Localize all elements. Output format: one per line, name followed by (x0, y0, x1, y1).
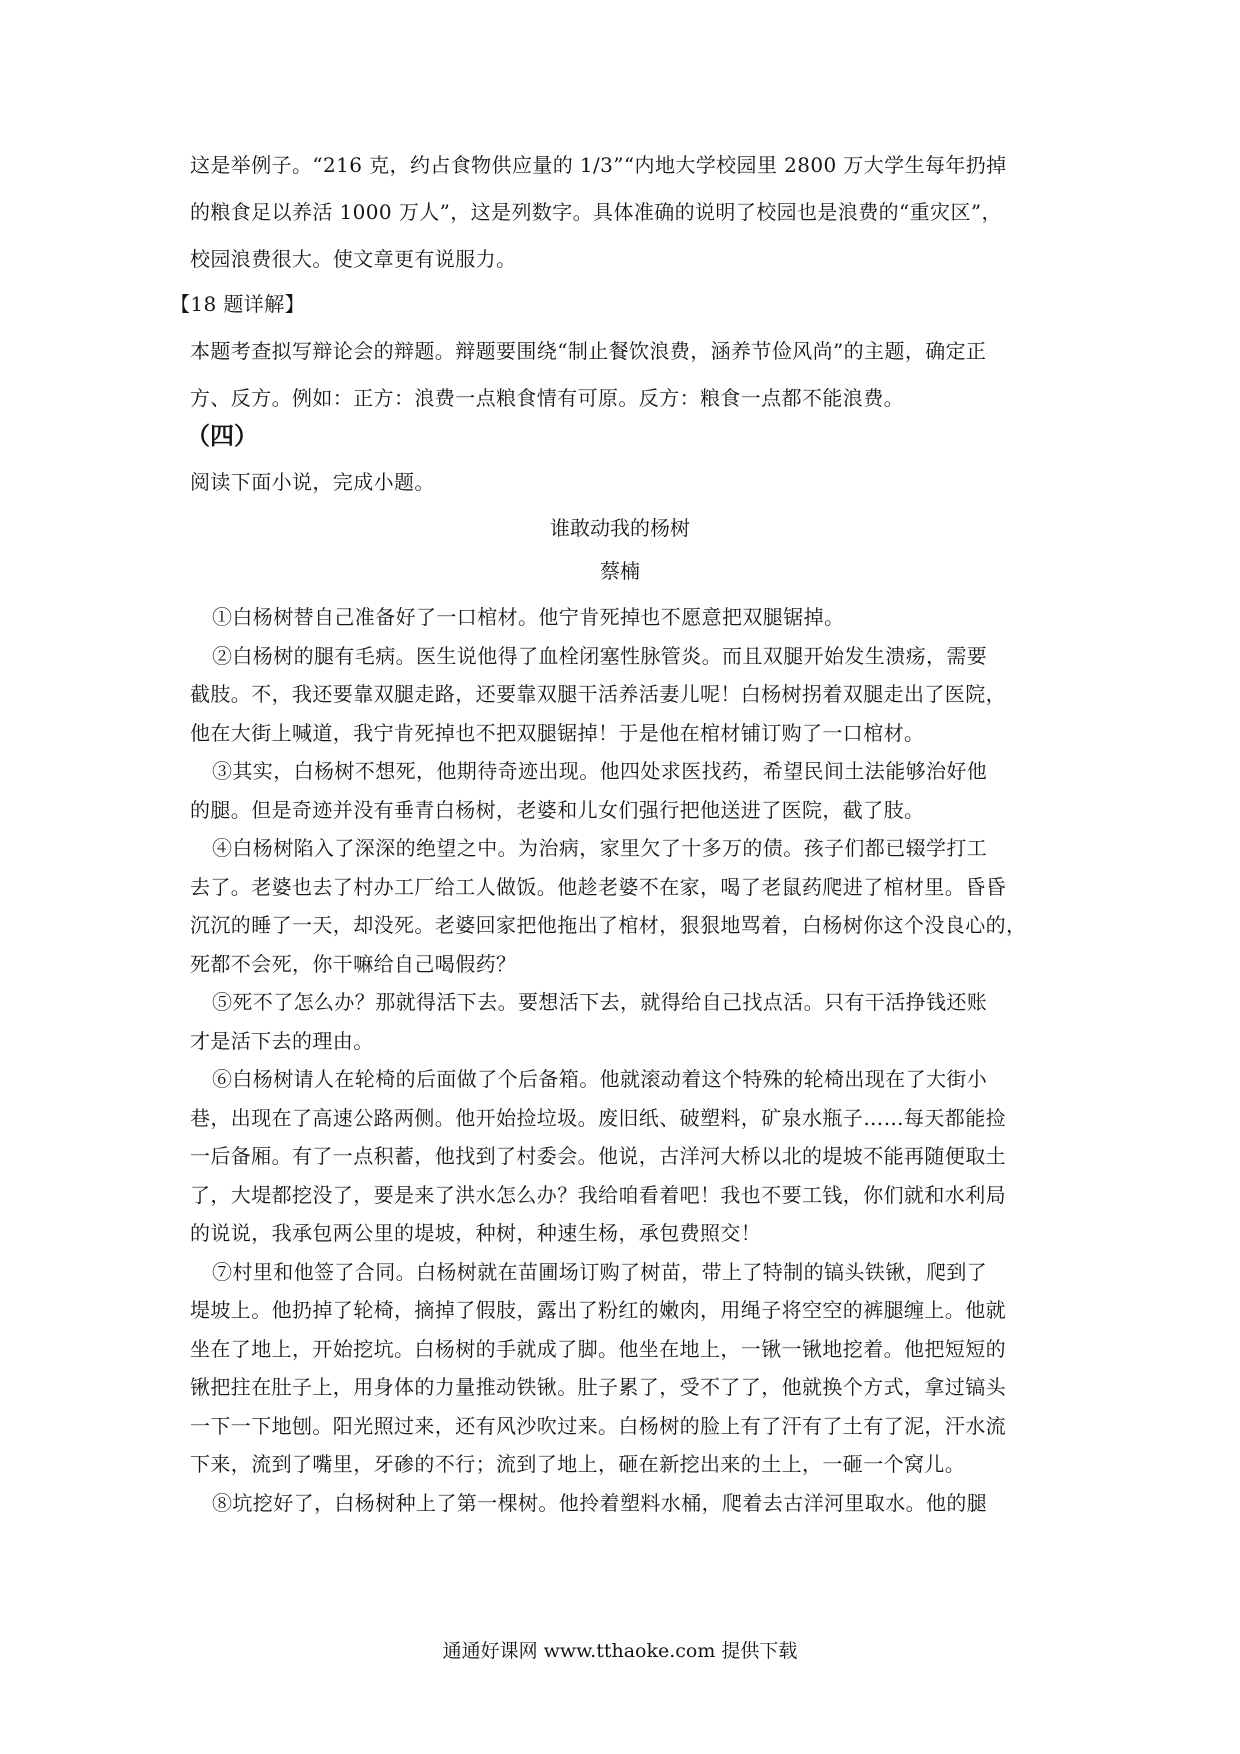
story-line: 去了。老婆也去了村办工厂给工人做饭。他趁老婆不在家，喝了老鼠药爬进了棺材里。昏昏 (190, 874, 1006, 899)
story-line: ③其实，白杨树不想死，他期待奇迹出现。他四处求医找药，希望民间土法能够治好他 (212, 759, 988, 783)
story-line: ②白杨树的腿有毛病。医生说他得了血栓闭塞性脉管炎。而且双腿开始发生溃疡，需要 (212, 643, 988, 668)
answer18-title: 【18 题详解】 (170, 292, 306, 316)
footer-source: 通通好课网 www.tthaoke.com 提供下载 (442, 1640, 798, 1662)
story-line: 他在大街上喊道，我宁肯死掉也不把双腿锯掉！于是他在棺材铺订购了一口棺材。 (190, 720, 925, 745)
answer18-line-1: 本题考查拟写辩论会的辩题。辩题要围绕“制止餐饮浪费，涵养节俭风尚”的主题，确定正 (190, 339, 987, 363)
story-line: 沉沉的睡了一天，却没死。老婆回家把他拖出了棺材，狠狠地骂着，白杨树你这个没良心的， (190, 913, 1027, 937)
story-line: 截肢。不，我还要靠双腿走路，还要靠双腿干活养活妻儿呢！白杨树拐着双腿走出了医院， (190, 682, 1006, 706)
intro-line-3: 校园浪费很大。使文章更有说服力。 (190, 247, 517, 271)
story-line: 的说说，我承包两公里的堤坡，种树，种速生杨，承包费照交！ (190, 1221, 762, 1245)
story-line: 了，大堤都挖没了，要是来了洪水怎么办？我给咱看着吧！我也不要工钱，你们就和水利局 (190, 1182, 1006, 1207)
intro-line-2: 的粮食足以养活 1000 万人”，这是列数字。具体准确的说明了校园也是浪费的“重灾区”， (190, 200, 1002, 224)
story-line: ④白杨树陷入了深深的绝望之中。为治病，家里欠了十多万的债。孩子们都已辍学打工 (212, 836, 988, 860)
story-author: 蔡楠 (600, 559, 640, 583)
story-line: 堤坡上。他扔掉了轮椅，摘掉了假肢，露出了粉红的嫩肉，用绳子将空空的裤腿缠上。他就 (190, 1298, 1006, 1322)
story-line: ⑧坑挖好了，白杨树种上了第一棵树。他拎着塑料水桶，爬着去古洋河里取水。他的腿 (212, 1490, 988, 1515)
instruction: 阅读下面小说，完成小题。 (190, 470, 435, 494)
story-line: 坐在了地上，开始挖坑。白杨树的手就成了脚。他坐在地上，一锹一锹地挖着。他把短短的 (190, 1336, 1006, 1361)
story-line: ⑤死不了怎么办？那就得活下去。要想活下去，就得给自己找点活。只有干活挣钱还账 (212, 990, 988, 1014)
story-title: 谁敢动我的杨树 (550, 516, 690, 540)
section-heading: （四） (186, 421, 258, 450)
story-line: ⑥白杨树请人在轮椅的后面做了个后备箱。他就滚动着这个特殊的轮椅出现在了大街小 (212, 1067, 988, 1091)
story-line: ①白杨树替自己准备好了一口棺材。他宁肯死掉也不愿意把双腿锯掉。 (212, 605, 845, 629)
story-line: 死都不会死，你干嘛给自己喝假药？ (190, 951, 517, 976)
story-line: 才是活下去的理由。 (190, 1028, 374, 1053)
story-line: ⑦村里和他签了合同。白杨树就在苗圃场订购了树苗，带上了特制的镐头铁锹，爬到了 (212, 1259, 988, 1284)
intro-line-1: 这是举例子。“216 克，约占食物供应量的 1/3”“内地大学校园里 2800 万大学生每年扔掉 (190, 153, 1007, 177)
story-line: 的腿。但是奇迹并没有垂青白杨树，老婆和儿女们强行把他送进了医院，截了肢。 (190, 797, 925, 822)
story-line: 下来，流到了嘴里，牙碜的不行；流到了地上，砸在新挖出来的土上，一砸一个窝儿。 (190, 1452, 966, 1476)
story-line: 一后备厢。有了一点积蓄，他找到了村委会。他说，古洋河大桥以北的堤坡不能再随便取土 (190, 1144, 1006, 1168)
story-line: 锹把拄在肚子上，用身体的力量推动铁锹。肚子累了，受不了了，他就换个方式，拿过镐头 (190, 1375, 1006, 1399)
story-line: 一下一下地刨。阳光照过来，还有风沙吹过来。白杨树的脸上有了汗有了土有了泥，汗水流 (190, 1413, 1006, 1438)
answer18-line-2: 方、反方。例如：正方：浪费一点粮食情有可原。反方：粮食一点都不能浪费。 (190, 386, 904, 410)
story-line: 巷，出现在了高速公路两侧。他开始捡垃圾。废旧纸、破塑料，矿泉水瓶子……每天都能捡 (190, 1105, 1006, 1130)
